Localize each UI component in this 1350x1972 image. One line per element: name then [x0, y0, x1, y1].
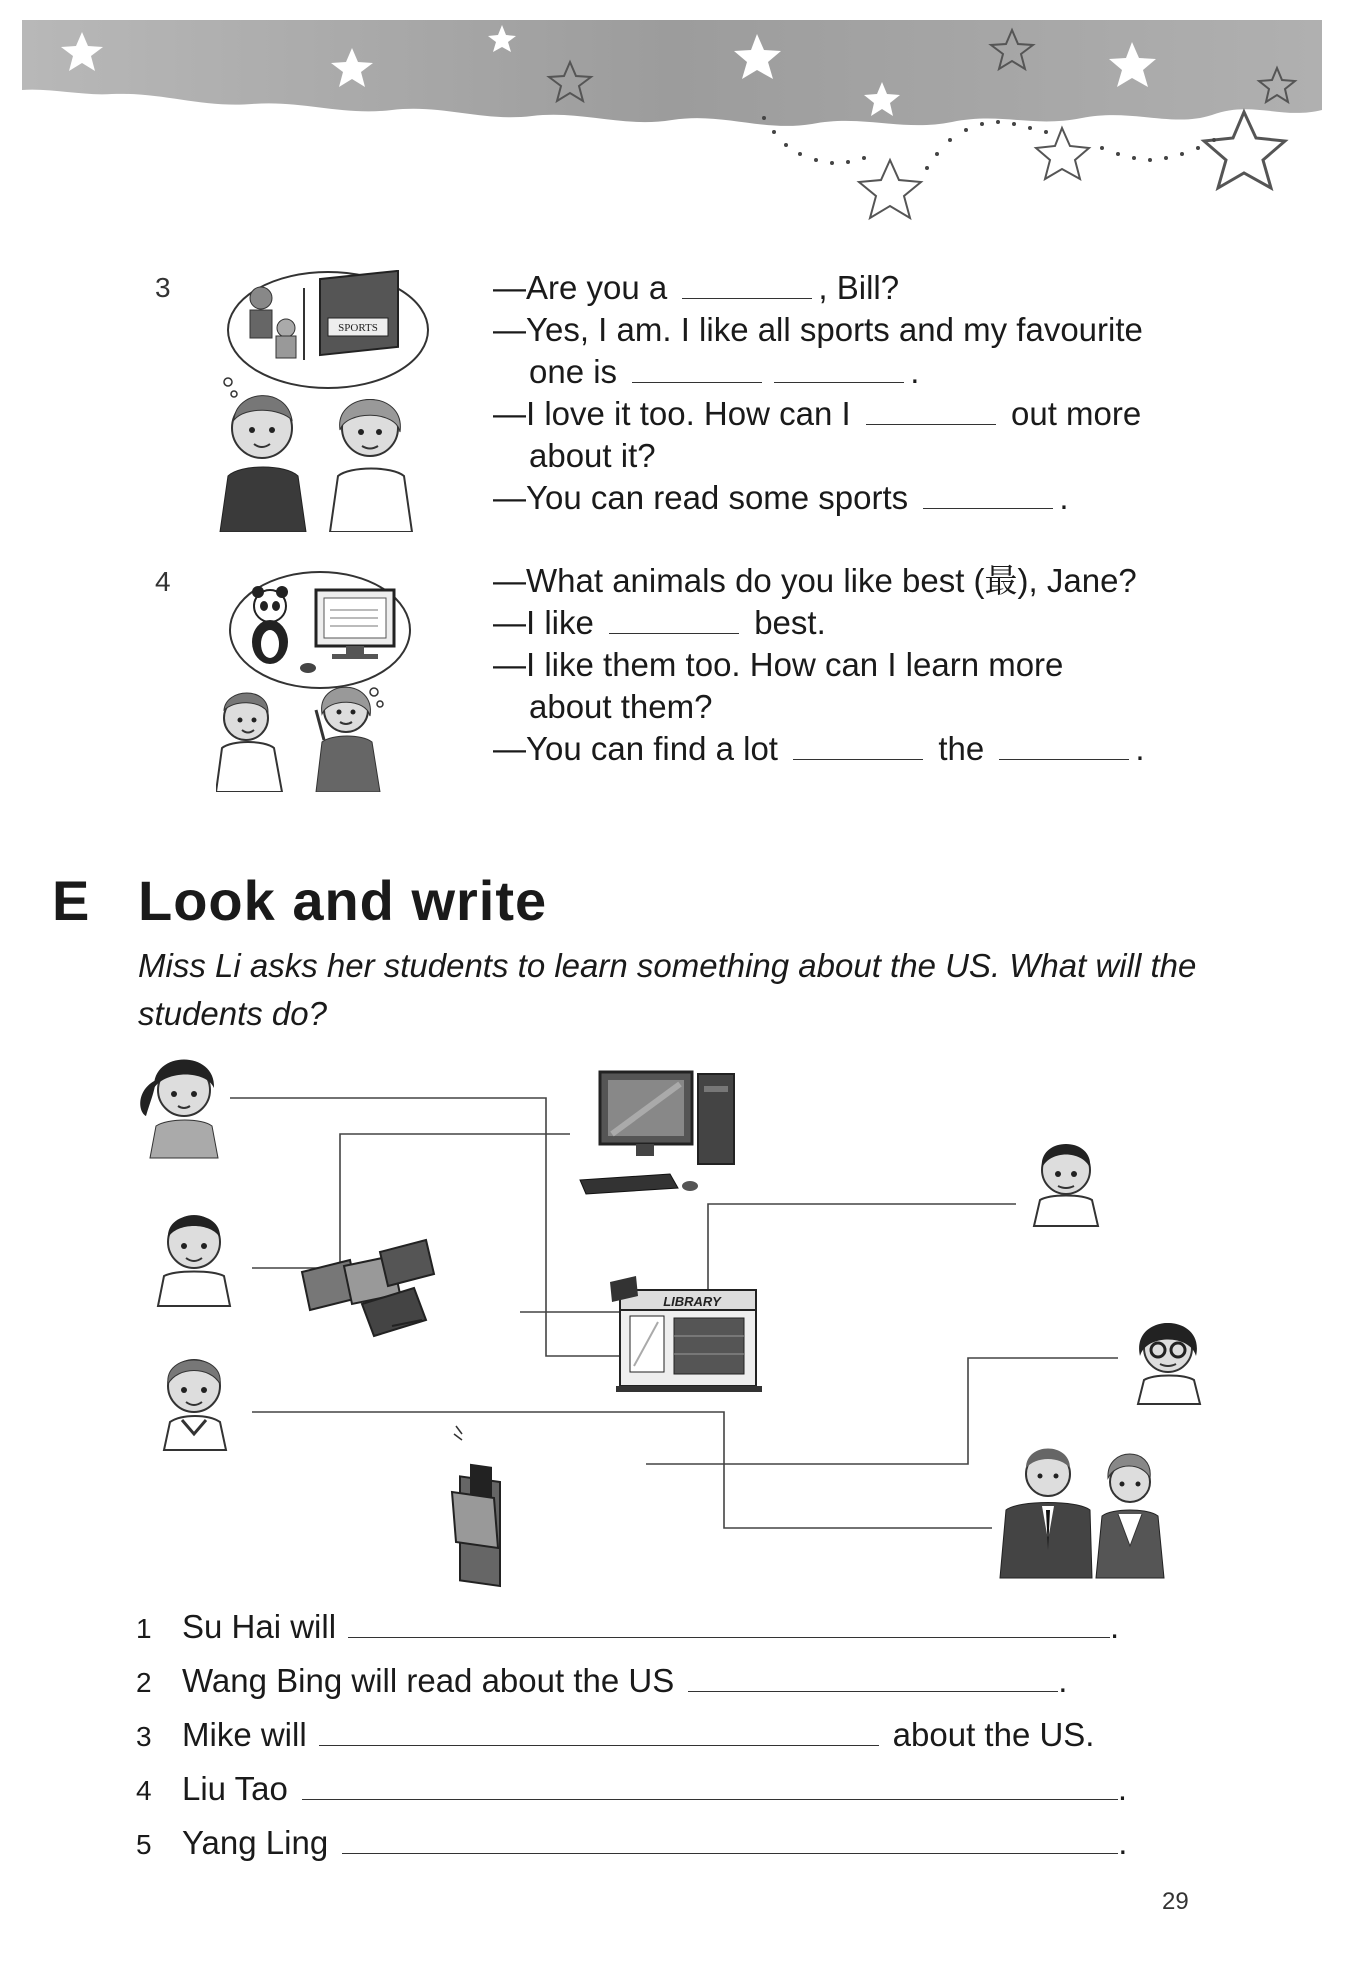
answer-blank[interactable] [609, 603, 739, 634]
sentence-3: 3 Mike will about the US. [136, 1716, 1095, 1753]
sentence-number: 1 [136, 1613, 152, 1644]
library-picture [610, 1276, 762, 1392]
dialogue-line: —I love it too. How can I out more [493, 395, 1142, 432]
student-3-picture [164, 1360, 226, 1450]
answer-line[interactable] [688, 1663, 1058, 1692]
dialogue-line: —Yes, I am. I like all sports and my favourite [493, 311, 1143, 348]
answer-blank[interactable] [793, 729, 923, 760]
answer-blank[interactable] [923, 478, 1053, 509]
page-number: 29 [1162, 1888, 1189, 1915]
dialogue-line: —You can read some sports . [493, 479, 1069, 516]
sentence-1: 1 Su Hai will . [136, 1608, 1120, 1645]
sentence-4: 4 Liu Tao . [136, 1770, 1127, 1807]
answer-blank[interactable] [632, 352, 762, 383]
item-number: 4 [155, 566, 171, 597]
dialogue-line: about it? [529, 437, 656, 474]
books-picture [302, 1240, 434, 1336]
item-3-picture [216, 270, 432, 532]
item-4-dialogue [493, 560, 1145, 770]
matching-scene [130, 1050, 1250, 1610]
sentence-number: 2 [136, 1667, 152, 1698]
star-banner [22, 20, 1322, 230]
dialogue-line: —I like them too. How can I learn more [493, 646, 1064, 683]
library-sign-text: LIBRARY [663, 1294, 721, 1309]
answer-line[interactable] [342, 1825, 1118, 1854]
sports-sign-text: SPORTS [338, 322, 378, 334]
answer-blank[interactable] [866, 394, 996, 425]
answer-blank[interactable] [999, 729, 1129, 760]
answer-blank[interactable] [682, 268, 812, 299]
item-number: 3 [155, 272, 171, 303]
sentence-2: 2 Wang Bing will read about the US . [136, 1662, 1068, 1699]
item-4-picture [216, 570, 412, 792]
sentence-5: 5 Yang Ling . [136, 1824, 1128, 1861]
section-instruction: Miss Li asks her students to learn something about the US. What will the students do? [138, 947, 1197, 1032]
answer-blank[interactable] [774, 352, 904, 383]
section-letter: E [52, 869, 90, 932]
computer-picture [580, 1072, 734, 1194]
section-title: Look and write [138, 869, 548, 932]
student-1-picture [140, 1060, 218, 1159]
answer-line[interactable] [302, 1771, 1118, 1800]
answer-line[interactable] [319, 1717, 879, 1746]
sentence-number: 5 [136, 1829, 152, 1860]
sentence-number: 3 [136, 1721, 152, 1752]
dialogue-line: —You can find a lot the . [493, 730, 1145, 767]
dialogue-line: —Are you a , Bill? [493, 269, 900, 306]
item-3-dialogue [493, 267, 1143, 519]
tv-picture [452, 1426, 500, 1586]
people-picture [1000, 1449, 1164, 1579]
student-4-picture [1034, 1144, 1098, 1226]
dialogue-line: one is . [529, 353, 920, 390]
dialogue-line: about them? [529, 688, 713, 725]
student-5-picture [1138, 1323, 1200, 1404]
student-2-picture [158, 1216, 230, 1307]
answer-line[interactable] [348, 1609, 1110, 1638]
dialogue-line: —I like best. [493, 604, 826, 641]
sentence-number: 4 [136, 1775, 152, 1806]
dialogue-line: —What animals do you like best (最), Jane? [493, 562, 1137, 599]
